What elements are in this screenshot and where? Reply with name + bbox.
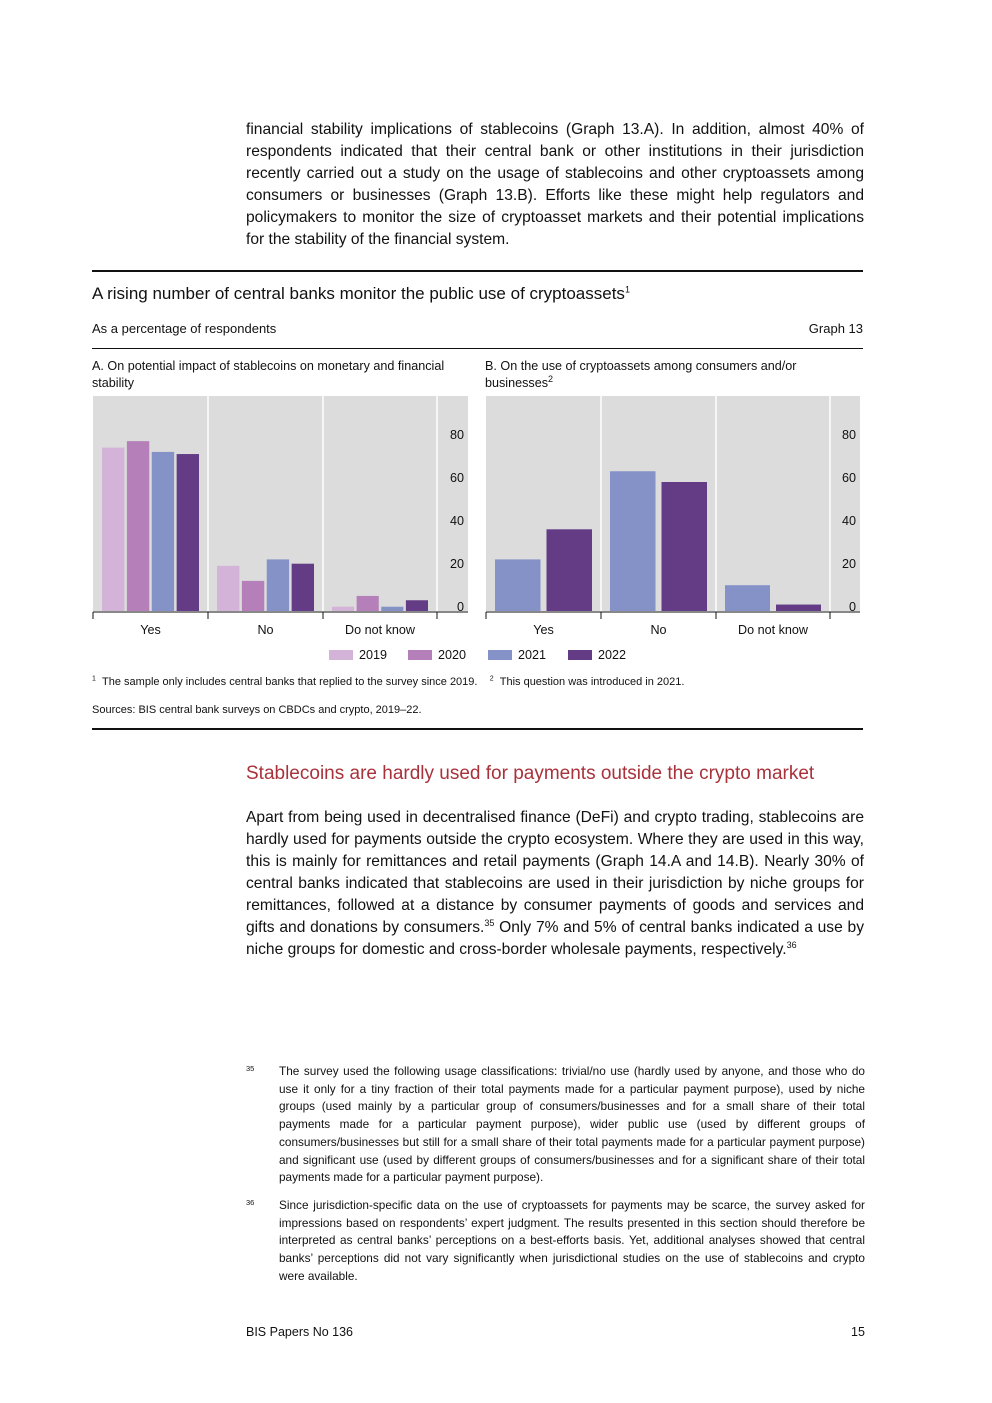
graph-sub-rule <box>92 348 863 349</box>
panel-0-bar-do-not-know-2020 <box>357 596 379 611</box>
panel-0-ytick-20: 20 <box>449 557 464 571</box>
panel-1-bar-do-not-know-2022 <box>776 605 821 611</box>
footer-publication: BIS Papers No 136 <box>246 1325 354 1339</box>
panel-1-bar-no-2021 <box>610 471 656 611</box>
panel-0-bar-no-2020 <box>242 581 264 611</box>
panel-1-bar-yes-2021 <box>495 559 541 611</box>
legend-item-2020: 2020 <box>408 648 466 662</box>
panel-1-category-2: Do not know <box>737 623 809 637</box>
panel-0-bar-no-2021 <box>267 559 289 611</box>
legend-swatch-2021 <box>488 650 512 660</box>
panel-1-ytick-60: 60 <box>841 471 856 485</box>
footer-page-number: 15 <box>851 1325 865 1339</box>
panel-0-bar-no-2022 <box>292 564 314 611</box>
panel-1-bar-do-not-know-2021 <box>725 585 770 611</box>
legend-swatch-2020 <box>408 650 432 660</box>
panel-0-bar-no-2019 <box>217 566 239 611</box>
panel-0-category-2: Do not know <box>344 623 416 637</box>
graph-title: A rising number of central banks monitor the public use of cryptoassets$^1$ <box>92 284 630 303</box>
legend-swatch-2022 <box>568 650 592 660</box>
panel-b-title: B. On the use of cryptoassets among consumers and/or businesses$^2$ <box>485 359 797 390</box>
footnote-35-text: The survey used the following usage classifications: trivial/no use (hardly used by anyone, and those who do use it only for a tiny fraction of their total payments made for a particular payment purpose), used by niche groups (used mainly by a particular group of consumers/businesses and for a small share of their total payments made for a particular payment purpose), wider public use (used by different groups of consumers/businesses but still for a small share of their total payments made for a particular payment purpose) and significant use (used by different groups of consumers/businesses and for a significant share of their total payments made for a particular payment purpose). <box>279 1064 865 1185</box>
panel-1-ytick-80: 80 <box>841 428 856 442</box>
panel-0-bar-yes-2021 <box>152 452 174 611</box>
panel-0-bar-do-not-know-2022 <box>406 600 428 611</box>
intro-paragraph: financial stability implications of stablecoins (Graph 13.A). In addition, almost 40% of respondents indicated that their central bank or other institutions in their jurisdiction recently carried out a study on the usage of stablecoins and other cryptoassets among consumers or businesses (Graph 13.B). Efforts like these might help regulators and policymakers to monitor the size of cryptoasset markets and their potential implications for the stability of the financial system. <box>246 121 864 248</box>
panel-1-bar-no-2022 <box>662 482 708 611</box>
panel-0-ytick-60: 60 <box>449 471 464 485</box>
section-heading: Stablecoins are hardly used for payments outside the crypto market <box>246 763 815 784</box>
graph-title-note: 1 <box>624 284 630 295</box>
section-paragraph: Apart from being used in decentralised finance (DeFi) and crypto trading, stablecoins are hardly used for payments outside the crypto ecosystem. Where they are used in this way, this is mainly for remittances and retail payments (Graph 14.A and 14.B). Nearly 30% of central banks indicated that stablecoins are used in their jurisdiction by niche groups for remittances, followed at a distance by consumer payments of goods and services and gifts and donations by consumers.$^{35}$ Only 7% and 5% of central banks indicated a use by niche groups for domestic and cross-border wholesale payments, respectively.$^{36}$ <box>246 809 864 958</box>
legend-item-2022: 2022 <box>568 648 626 662</box>
footnote-35-number: 35 <box>246 1064 255 1073</box>
footnote-ref-36: 36 <box>786 939 797 950</box>
graph-bottom-rule <box>92 728 863 730</box>
panel-0-ytick-0: 0 <box>456 600 464 614</box>
panel-0-bar-yes-2020 <box>127 441 149 611</box>
legend-swatch-2019 <box>329 650 353 660</box>
panel-1-category-1: No <box>650 623 667 637</box>
graph-sources: Sources: BIS central bank surveys on CBDCs and crypto, 2019–22. <box>92 704 422 716</box>
panel-b-title-note: 2 <box>548 373 554 384</box>
panel-1-bar-yes-2022 <box>547 529 593 611</box>
legend-item-2019: 2019 <box>329 648 387 662</box>
panel-0-ytick-80: 80 <box>449 428 464 442</box>
panel-0-bar-yes-2019 <box>102 448 124 611</box>
footnote-36-text: Since jurisdiction-specific data on the use of cryptoassets for payments may be scarce, the survey asked for impressions based on respondents’ expert judgment. The results presented in this section should therefore be interpreted as central banks’ perceptions on a best-efforts basis. Yet, additional analyses showed that central banks’ perceptions did not vary significantly when jurisdictional studies on the use of stablecoins and crypto were available. <box>279 1198 865 1283</box>
graph-footnotes: $^1$ The sample only includes central banks that replied to the survey since 2019. $^2$ This question was introduced in 2021. <box>92 675 685 688</box>
panel-0-category-1: No <box>257 623 274 637</box>
panel-a-title: A. On potential impact of stablecoins on monetary and financial stability <box>92 359 445 390</box>
panel-0-category-0: Yes <box>140 623 161 637</box>
panel-0-bar-do-not-know-2019 <box>332 607 354 611</box>
graph-label: Graph 13 <box>808 321 863 336</box>
panel-1-ytick-20: 20 <box>841 557 856 571</box>
legend-item-2021: 2021 <box>488 648 546 662</box>
panel-1-ytick-0: 0 <box>848 600 856 614</box>
panel-1-category-0: Yes <box>533 623 554 637</box>
graph-top-rule <box>92 270 863 272</box>
footnote-36-number: 36 <box>246 1198 255 1207</box>
panel-0-bar-yes-2022 <box>177 454 199 611</box>
panel-0-bar-do-not-know-2021 <box>381 607 403 611</box>
graph-subtitle: As a percentage of respondents <box>92 321 277 336</box>
panel-0-ytick-40: 40 <box>449 514 464 528</box>
footnote-ref-35: 35 <box>484 917 495 928</box>
panel-1-ytick-40: 40 <box>841 514 856 528</box>
graph-13-chart <box>0 380 992 640</box>
